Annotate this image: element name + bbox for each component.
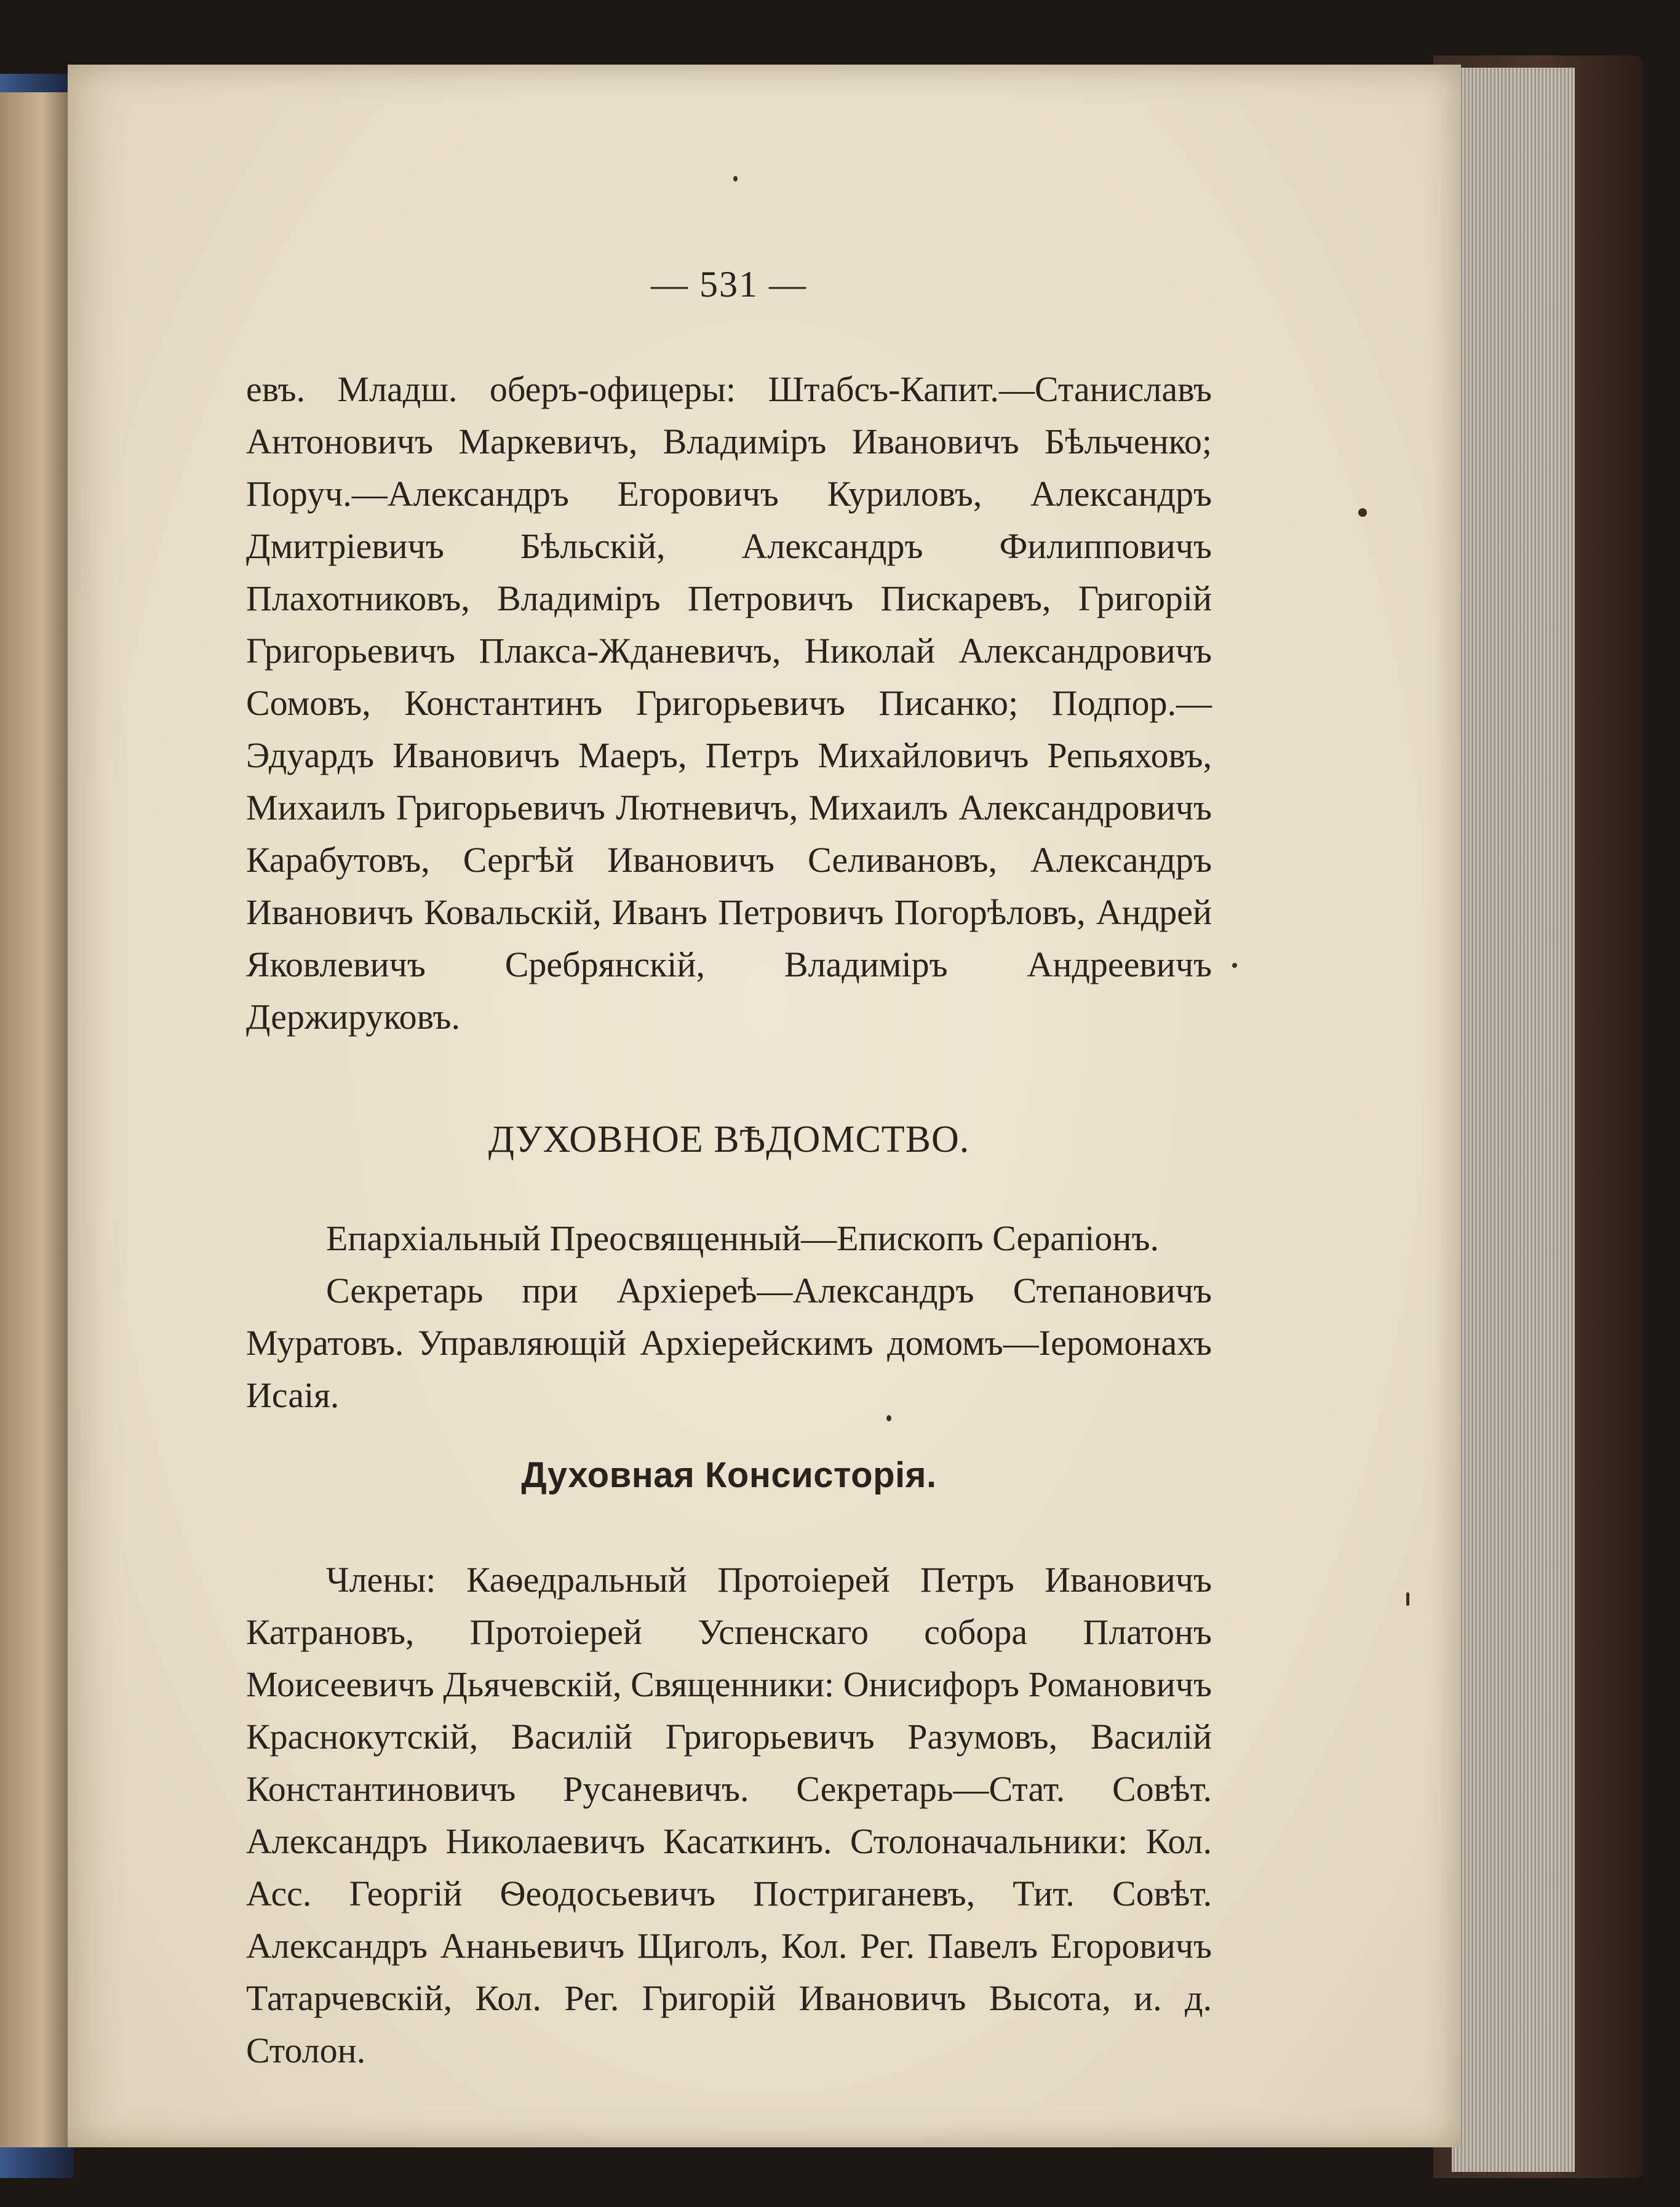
ink-spot bbox=[1406, 1592, 1409, 1606]
subsection-title: Духовная Консисторія. bbox=[521, 1455, 937, 1495]
ink-spot bbox=[1358, 508, 1367, 517]
paragraph-officers: евъ. Младш. оберъ-офицеры: Штабсъ-Капит.—Станиславъ Антоновичъ Маркевичъ, Владиміръ Ивановичъ Бѣльченко; Поруч.—Александръ Егоровичъ Куриловъ, Александръ Дмитріевичъ Бѣльскій, Александръ Филипповичъ Плахотниковъ, Владиміръ Петровичъ Пискаревъ, Григорій Григорьевичъ Плакса-Жданевичъ, Николай Александровичъ Сомовъ, Константинъ Григорьевичъ Писанко; Подпор.—Эдуардъ Ивановичъ Маеръ, Петръ Михайловичъ Репьяховъ, Михаилъ Григорьевичъ Лютневичъ, Михаилъ Александровичъ Карабутовъ, Сергѣй Ивановичъ Селивановъ, Александръ Ивановичъ Ковальскій, Иванъ Петровичъ Погорѣловъ, Андрей Яковлевичъ Сребрянскій, Владиміръ Андреевичъ Держируковъ. bbox=[246, 369, 1212, 1037]
paragraph-bishop: Епархіальный Преосвященный—Епископъ Серапіонъ. bbox=[326, 1218, 1159, 1258]
paragraph-secretary: Секретарь при Архіереѣ—Александръ Степановичъ Муратовъ. Управляющій Архіерейскимъ домомъ—Іеромонахъ Исаія. bbox=[246, 1271, 1212, 1415]
page-edges bbox=[1452, 68, 1575, 2172]
section-title: ДУХОВНОЕ ВѢДОМСТВО. bbox=[488, 1119, 970, 1160]
ink-spot bbox=[733, 176, 738, 182]
page-number: — 531 — bbox=[651, 264, 807, 305]
ink-spot bbox=[1232, 963, 1237, 968]
paragraph-consistory-members: Члены: Каѳедральный Протоіерей Петръ Ивановичъ Катрановъ, Протоіерей Успенскаго собора Платонъ Моисеевичъ Дьячевскій, Священники: Онисифоръ Романовичъ Краснокутскій, Василій Григорьевичъ Разумовъ, Василій Константиновичъ Русаневичъ. Секретарь—Стат. Совѣт. Александръ Николаевичъ Касаткинъ. Столоначальники: Кол. Асс. Георгій Ѳеодосьевичъ Постриганевъ, Тит. Совѣт. Александръ Ананьевичъ Щиголъ, Кол. Рег. Павелъ Егоровичъ Татарчевскій, Кол. Рег. Григорій Ивановичъ Высота, и. д. Столон. bbox=[246, 1560, 1212, 2070]
left-page-edge bbox=[0, 92, 71, 2147]
page-content bbox=[246, 258, 1212, 2077]
